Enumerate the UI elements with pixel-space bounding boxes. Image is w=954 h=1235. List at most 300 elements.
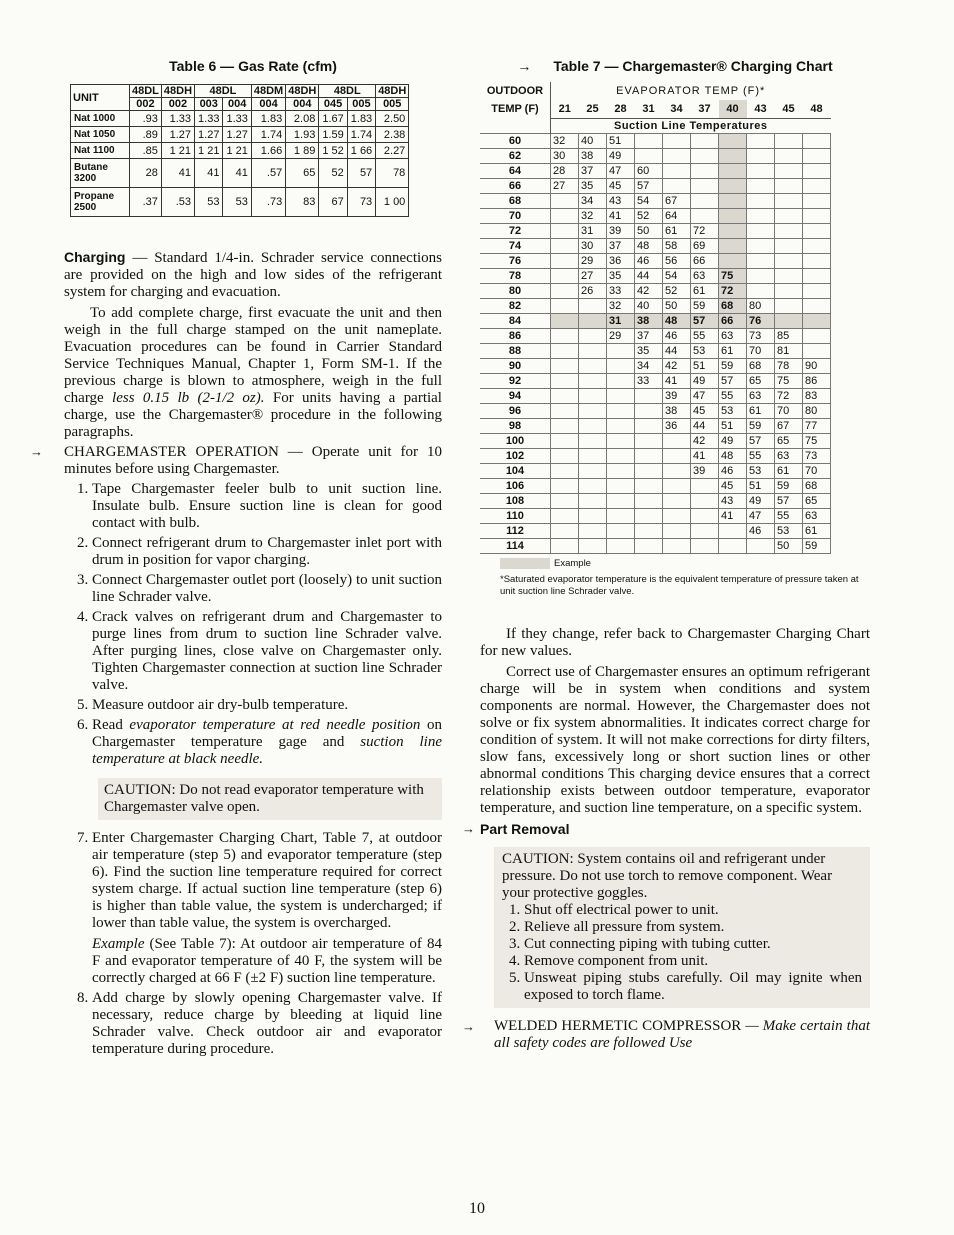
- suction-temp-cell: 61: [747, 403, 775, 418]
- suction-temp-cell: 55: [719, 388, 747, 403]
- suction-temp-cell: [635, 463, 663, 478]
- gas-value-cell: 1 52: [319, 143, 347, 159]
- suction-temp-cell: [579, 313, 607, 328]
- suction-temp-cell: 47: [607, 163, 635, 178]
- suction-temp-cell: [579, 508, 607, 523]
- suction-temp-cell: [579, 373, 607, 388]
- suction-temp-cell: [551, 388, 579, 403]
- suction-temp-cell: 49: [691, 373, 719, 388]
- suction-temp-cell: 37: [579, 163, 607, 178]
- suction-temp-cell: [719, 178, 747, 193]
- chart-row: [480, 403, 831, 418]
- suction-temp-cell: 51: [719, 418, 747, 433]
- table7-title: → Table 7 — Chargemaster® Charging Chart: [517, 58, 833, 74]
- gas-head-bot: 005: [376, 98, 409, 111]
- gas-head-top: 48DM: [251, 85, 285, 98]
- suction-temp-cell: 48: [635, 238, 663, 253]
- evap-temp-cell: 25: [579, 100, 607, 118]
- charging-chart-table: [480, 82, 831, 554]
- suction-temp-cell: 72: [719, 283, 747, 298]
- suction-temp-cell: [551, 448, 579, 463]
- gas-value-cell: .85: [130, 143, 162, 159]
- gas-value-cell: .37: [130, 188, 162, 217]
- suction-temp-cell: 52: [663, 283, 691, 298]
- suction-temp-cell: [551, 283, 579, 298]
- example-paragraph: Example (See Table 7): At outdoor air temperature of 84 F and evaporator temperature of 40 F, the system will be correctly charged at 66 F (±2 F) suction line temperature.: [92, 936, 442, 986]
- suction-temp-cell: [635, 478, 663, 493]
- gas-value-cell: 1.27: [161, 127, 194, 143]
- suction-temp-cell: 49: [719, 433, 747, 448]
- gas-value-cell: 41: [161, 159, 194, 188]
- suction-temp-cell: 61: [719, 343, 747, 358]
- chart-row: [480, 283, 831, 298]
- gas-head-top: 48DL: [195, 85, 252, 98]
- suction-temp-cell: 77: [803, 418, 831, 433]
- suction-temp-cell: 38: [635, 313, 663, 328]
- gas-head-bot: 045: [319, 98, 347, 111]
- suction-temp-cell: [663, 448, 691, 463]
- suction-temp-cell: [775, 163, 803, 178]
- outdoor-temp-cell: 112: [480, 523, 551, 538]
- suction-temp-cell: 53: [691, 343, 719, 358]
- chart-row: [480, 163, 831, 178]
- revision-arrow: →: [462, 820, 475, 836]
- gas-unit-cell: Nat 1100: [71, 143, 130, 159]
- suction-temp-cell: 59: [719, 358, 747, 373]
- suction-temp-cell: 86: [803, 373, 831, 388]
- suction-temp-cell: 27: [551, 178, 579, 193]
- gas-value-cell: 2.38: [376, 127, 409, 143]
- suction-temp-cell: [607, 358, 635, 373]
- gas-value-cell: 41: [223, 159, 251, 188]
- suction-temp-cell: 27: [579, 268, 607, 283]
- suction-temp-cell: [747, 538, 775, 553]
- suction-temp-cell: [607, 493, 635, 508]
- suction-temp-cell: [803, 178, 831, 193]
- suction-temp-cell: 59: [691, 298, 719, 313]
- left-column: [30, 58, 442, 1058]
- suction-temp-cell: [607, 403, 635, 418]
- suction-temp-cell: 68: [803, 478, 831, 493]
- suction-temp-cell: 50: [663, 298, 691, 313]
- gas-head-bot: 002: [161, 98, 194, 111]
- suction-temp-cell: 69: [691, 238, 719, 253]
- suction-temp-cell: 57: [691, 313, 719, 328]
- outdoor-temp-cell: 90: [480, 358, 551, 373]
- suction-temp-cell: 50: [635, 223, 663, 238]
- suction-temp-cell: 65: [775, 433, 803, 448]
- outdoor-temp-cell: 68: [480, 193, 551, 208]
- chart-row: [480, 253, 831, 268]
- chart-row: [480, 388, 831, 403]
- chart-row: [480, 298, 831, 313]
- suction-temp-cell: 42: [663, 358, 691, 373]
- operation-heading: CHARGEMASTER OPERATION: [64, 444, 279, 460]
- suction-temp-cell: [691, 208, 719, 223]
- suction-temp-cell: [719, 223, 747, 238]
- suction-temp-cell: 30: [551, 148, 579, 163]
- revision-arrow: →: [30, 444, 43, 459]
- suction-temp-cell: [635, 433, 663, 448]
- suction-temp-cell: [635, 418, 663, 433]
- suction-temp-cell: [803, 283, 831, 298]
- suction-temp-cell: 34: [579, 193, 607, 208]
- suction-temp-cell: 47: [691, 388, 719, 403]
- suction-temp-cell: [551, 238, 579, 253]
- suction-temp-cell: 43: [719, 493, 747, 508]
- suction-temp-cell: [635, 133, 663, 148]
- suction-temp-cell: 61: [775, 463, 803, 478]
- suction-temp-cell: 44: [691, 418, 719, 433]
- outdoor-temp-cell: 110: [480, 508, 551, 523]
- table7-footnote: *Saturated evaporator temperature is the equivalent temperature of pressure taken at unit suction line Schrader valve.: [500, 573, 859, 597]
- gas-row: [71, 111, 409, 127]
- suction-temp-cell: [579, 358, 607, 373]
- gas-value-cell: 1 21: [161, 143, 194, 159]
- suction-temp-cell: [803, 163, 831, 178]
- suction-temp-cell: 80: [803, 403, 831, 418]
- suction-temp-cell: [579, 388, 607, 403]
- refer-back-paragraph: If they change, refer back to Chargemaster Charging Chart for new values.: [480, 625, 870, 659]
- suction-temp-cell: 29: [579, 253, 607, 268]
- unit-header: UNIT: [71, 85, 130, 111]
- suction-temp-cell: 35: [579, 178, 607, 193]
- suction-temp-cell: [691, 508, 719, 523]
- gas-row: [71, 127, 409, 143]
- outdoor-temp-cell: 72: [480, 223, 551, 238]
- suction-temp-cell: [551, 328, 579, 343]
- gas-value-cell: .89: [130, 127, 162, 143]
- chart-row: [480, 223, 831, 238]
- suction-temp-cell: 51: [691, 358, 719, 373]
- suction-temp-cell: 28: [551, 163, 579, 178]
- suction-temp-cell: [663, 508, 691, 523]
- gas-value-cell: 1.93: [286, 127, 319, 143]
- table6-title: Table 6 — Gas Rate (cfm): [169, 58, 337, 74]
- suction-temp-cell: 41: [607, 208, 635, 223]
- suction-temp-cell: 29: [607, 328, 635, 343]
- gas-head-top: 48DL: [130, 85, 162, 98]
- suction-temp-cell: 73: [747, 328, 775, 343]
- suction-temp-cell: 85: [775, 328, 803, 343]
- gas-value-cell: 57: [347, 159, 375, 188]
- suction-temp-cell: [691, 523, 719, 538]
- suction-temp-cell: [579, 298, 607, 313]
- suction-temp-cell: [747, 163, 775, 178]
- suction-temp-cell: 53: [775, 523, 803, 538]
- gas-unit-cell: Propane 2500: [71, 188, 130, 217]
- procedure-steps-continued: [64, 830, 442, 1058]
- caution-box: CAUTION: Do not read evaporator temperature with Chargemaster valve open.: [98, 778, 442, 820]
- outdoor-temp-cell: 92: [480, 373, 551, 388]
- suction-temp-cell: [747, 178, 775, 193]
- suction-temp-cell: 31: [579, 223, 607, 238]
- suction-temp-cell: 57: [635, 178, 663, 193]
- outdoor-temp-cell: 64: [480, 163, 551, 178]
- suction-temp-cell: 61: [803, 523, 831, 538]
- gas-value-cell: 1.27: [195, 127, 223, 143]
- suction-temp-cell: [691, 538, 719, 553]
- suction-temp-cell: 32: [579, 208, 607, 223]
- step: 4. Crack valves on refrigerant drum and Chargemaster to purge lines from drum to suction line Schrader valve. After purging lines, close valve on Chargemaster only. Tighten Chargemaster connection at suction line Schrader valve.: [92, 609, 442, 694]
- outdoor-temp-cell: 78: [480, 268, 551, 283]
- suction-temp-cell: [719, 238, 747, 253]
- gas-value-cell: 1.74: [347, 127, 375, 143]
- suction-temp-cell: 41: [719, 508, 747, 523]
- gas-value-cell: 2.50: [376, 111, 409, 127]
- suction-temp-cell: [663, 523, 691, 538]
- suction-temp-cell: 39: [607, 223, 635, 238]
- evap-temp-cell: 37: [691, 100, 719, 118]
- suction-temp-cell: 49: [747, 493, 775, 508]
- suction-temp-cell: 64: [663, 208, 691, 223]
- step: 5. Unsweat piping stubs carefully. Oil may ignite when exposed to torch flame.: [524, 970, 862, 1004]
- suction-temp-cell: 38: [579, 148, 607, 163]
- suction-temp-cell: 52: [635, 208, 663, 223]
- suction-temp-cell: [663, 538, 691, 553]
- suction-temp-cell: 33: [607, 283, 635, 298]
- gas-head-bot: 004: [286, 98, 319, 111]
- suction-temp-cell: [691, 178, 719, 193]
- suction-temp-cell: [551, 493, 579, 508]
- procedure-steps: [64, 481, 442, 768]
- suction-temp-cell: 65: [803, 493, 831, 508]
- suction-temp-cell: [691, 148, 719, 163]
- outdoor-temp-cell: 76: [480, 253, 551, 268]
- suction-temp-cell: [691, 193, 719, 208]
- suction-temp-cell: 53: [719, 403, 747, 418]
- suction-temp-cell: 51: [607, 133, 635, 148]
- suction-temp-cell: 54: [663, 268, 691, 283]
- gas-value-cell: 1.74: [251, 127, 285, 143]
- chart-row: [480, 463, 831, 478]
- suction-temp-cell: 80: [747, 298, 775, 313]
- suction-temp-cell: 45: [719, 478, 747, 493]
- suction-temp-cell: [803, 268, 831, 283]
- suction-temp-cell: 67: [663, 193, 691, 208]
- suction-temp-cell: [579, 538, 607, 553]
- suction-temp-cell: [803, 208, 831, 223]
- example-swatch: [500, 558, 550, 569]
- revision-arrow: →: [462, 1018, 475, 1034]
- gas-head-bot: 003: [195, 98, 223, 111]
- gas-value-cell: .57: [251, 159, 285, 188]
- outdoor-temp-cell: 114: [480, 538, 551, 553]
- suction-temp-cell: [635, 388, 663, 403]
- suction-temp-cell: 46: [747, 523, 775, 538]
- part-removal-heading: Part Removal: [480, 820, 570, 837]
- suction-temp-cell: 68: [719, 298, 747, 313]
- suction-temp-cell: [551, 268, 579, 283]
- gas-value-cell: 78: [376, 159, 409, 188]
- suction-temp-cell: 38: [663, 403, 691, 418]
- step: 3. Connect Chargemaster outlet port (loosely) to unit suction line Schrader valve.: [92, 572, 442, 606]
- suction-temp-cell: 35: [635, 343, 663, 358]
- suction-temp-cell: [691, 493, 719, 508]
- suction-temp-cell: [635, 493, 663, 508]
- suction-temp-cell: 49: [607, 148, 635, 163]
- gas-value-cell: 1.67: [319, 111, 347, 127]
- suction-temp-cell: [607, 418, 635, 433]
- gas-value-cell: 1 21: [223, 143, 251, 159]
- suction-temp-cell: 57: [747, 433, 775, 448]
- suction-temp-cell: [775, 313, 803, 328]
- suction-temp-cell: [803, 328, 831, 343]
- suction-temp-cell: [635, 403, 663, 418]
- chart-row: [480, 148, 831, 163]
- suction-temp-cell: [579, 343, 607, 358]
- suction-temp-cell: [803, 343, 831, 358]
- outdoor-temp-cell: 96: [480, 403, 551, 418]
- suction-temp-cell: 32: [607, 298, 635, 313]
- suction-temp-cell: 67: [775, 418, 803, 433]
- chart-row: [480, 358, 831, 373]
- suction-temp-cell: 57: [719, 373, 747, 388]
- chart-row: [480, 523, 831, 538]
- suction-temp-cell: 26: [579, 283, 607, 298]
- step: 1. Shut off electrical power to unit.: [524, 902, 862, 919]
- gas-value-cell: 73: [347, 188, 375, 217]
- suction-temp-cell: 70: [775, 403, 803, 418]
- suction-temp-cell: [635, 148, 663, 163]
- gas-value-cell: 1.27: [223, 127, 251, 143]
- chargemaster-operation: CHARGEMASTER OPERATION — Operate unit for 10 minutes before using Chargemaster.: [64, 444, 442, 477]
- suction-temp-cell: [551, 358, 579, 373]
- gas-row: [71, 143, 409, 159]
- outdoor-temp-cell: 100: [480, 433, 551, 448]
- outdoor-temp-cell: 104: [480, 463, 551, 478]
- outdoor-temp-cell: 80: [480, 283, 551, 298]
- step: 4. Remove component from unit.: [524, 953, 862, 970]
- welded-compressor-paragraph: WELDED HERMETIC COMPRESSOR — Make certain that all safety codes are followed Use: [494, 1017, 870, 1051]
- suction-temp-cell: [663, 133, 691, 148]
- suction-temp-cell: 30: [579, 238, 607, 253]
- suction-temp-cell: 44: [635, 268, 663, 283]
- gas-value-cell: 67: [319, 188, 347, 217]
- gas-value-cell: 52: [319, 159, 347, 188]
- suction-temp-cell: [607, 343, 635, 358]
- charging-heading: Charging: [64, 249, 126, 265]
- evap-temp-cell: 43: [747, 100, 775, 118]
- gas-head-top: 48DH: [376, 85, 409, 98]
- suction-temp-cell: [719, 253, 747, 268]
- suction-temp-cell: [607, 523, 635, 538]
- suction-temp-cell: [803, 313, 831, 328]
- outdoor-temp-cell: 74: [480, 238, 551, 253]
- step: 2. Connect refrigerant drum to Chargemaster inlet port with drum in position for vapor charging.: [92, 535, 442, 569]
- gas-rate-table: [70, 84, 409, 217]
- page-number: 10: [469, 1200, 485, 1217]
- correct-use-paragraph: Correct use of Chargemaster ensures an optimum refrigerant charge will be in system when conditions and system components are normal. However, the Chargemaster does not solve or fix system abnormalities. It indicates correct charge for condition of system. It will not make corrections for dirty filters, slow fans, excessively long or short suction lines or other abnormal conditions This charging device ensures that a correct relationship exists between outdoor temperature, evaporator temperature, and suction line temperature, on a specific system.: [480, 663, 870, 816]
- suction-temp-cell: [747, 283, 775, 298]
- suction-temp-cell: [691, 133, 719, 148]
- suction-temp-cell: [775, 178, 803, 193]
- chart-row: [480, 193, 831, 208]
- suction-temp-cell: [663, 463, 691, 478]
- gas-value-cell: 28: [130, 159, 162, 188]
- evap-temp-cell: 40: [719, 100, 747, 118]
- step: 2. Relieve all pressure from system.: [524, 919, 862, 936]
- suction-temp-cell: [719, 538, 747, 553]
- suction-temp-cell: 41: [663, 373, 691, 388]
- gas-value-cell: 1.66: [251, 143, 285, 159]
- chart-row: [480, 328, 831, 343]
- outdoor-temp-cell: 70: [480, 208, 551, 223]
- suction-temp-cell: 37: [607, 238, 635, 253]
- suction-temp-cell: 65: [747, 373, 775, 388]
- gas-value-cell: 1.33: [161, 111, 194, 127]
- step: 8. Add charge by slowly opening Chargemaster valve. If necessary, reduce charge by bleeding at liquid line Schrader valve. Check outdoor air and evaporator temperature during procedure.: [92, 990, 442, 1058]
- suction-temp-cell: 73: [803, 448, 831, 463]
- gas-value-cell: 2.27: [376, 143, 409, 159]
- suction-temp-cell: [551, 478, 579, 493]
- evap-temp-cell: 21: [551, 100, 579, 118]
- suction-temp-cell: 70: [747, 343, 775, 358]
- chart-row: [480, 208, 831, 223]
- gas-value-cell: .73: [251, 188, 285, 217]
- suction-temp-cell: [579, 433, 607, 448]
- suction-temp-cell: 83: [803, 388, 831, 403]
- suction-temp-cell: 37: [635, 328, 663, 343]
- suction-temp-cell: [663, 478, 691, 493]
- suction-temp-cell: 63: [691, 268, 719, 283]
- suction-temp-cell: 59: [747, 418, 775, 433]
- suction-temp-cell: [803, 253, 831, 268]
- suction-temp-cell: [803, 223, 831, 238]
- suction-temp-cell: [775, 268, 803, 283]
- suction-temp-cell: [775, 283, 803, 298]
- gas-value-cell: 83: [286, 188, 319, 217]
- chart-row: [480, 448, 831, 463]
- suction-temp-cell: 48: [663, 313, 691, 328]
- suction-temp-cell: 63: [775, 448, 803, 463]
- chart-row: [480, 313, 831, 328]
- suction-temp-cell: [551, 538, 579, 553]
- suction-temp-cell: 72: [691, 223, 719, 238]
- suction-temp-cell: 81: [775, 343, 803, 358]
- gas-head-top: 48DH: [161, 85, 194, 98]
- suction-temp-cell: [579, 463, 607, 478]
- evap-temp-cell: 34: [663, 100, 691, 118]
- suction-temp-cell: [551, 403, 579, 418]
- evaporator-temp-header: EVAPORATOR TEMP (F)*: [616, 84, 766, 97]
- suction-temp-cell: [775, 193, 803, 208]
- gas-value-cell: 1.83: [347, 111, 375, 127]
- suction-temp-cell: [607, 508, 635, 523]
- suction-temp-cell: 42: [691, 433, 719, 448]
- suction-temp-cell: 42: [635, 283, 663, 298]
- suction-temp-cell: [579, 478, 607, 493]
- chart-row: [480, 508, 831, 523]
- suction-temp-cell: [551, 298, 579, 313]
- gas-value-cell: .53: [161, 188, 194, 217]
- gas-value-cell: 2.08: [286, 111, 319, 127]
- suction-temp-cell: 55: [747, 448, 775, 463]
- suction-temp-cell: 39: [663, 388, 691, 403]
- suction-temp-cell: 36: [663, 418, 691, 433]
- suction-temp-cell: [551, 418, 579, 433]
- chart-row: [480, 373, 831, 388]
- suction-temp-cell: [775, 148, 803, 163]
- suction-temp-cell: 43: [607, 193, 635, 208]
- outdoor-temp-cell: 66: [480, 178, 551, 193]
- evap-temp-cell: 45: [775, 100, 803, 118]
- suction-temp-cell: [579, 493, 607, 508]
- chart-row: [480, 478, 831, 493]
- suction-temp-cell: 44: [663, 343, 691, 358]
- evap-temp-cell: 31: [635, 100, 663, 118]
- outdoor-temp-cell: 94: [480, 388, 551, 403]
